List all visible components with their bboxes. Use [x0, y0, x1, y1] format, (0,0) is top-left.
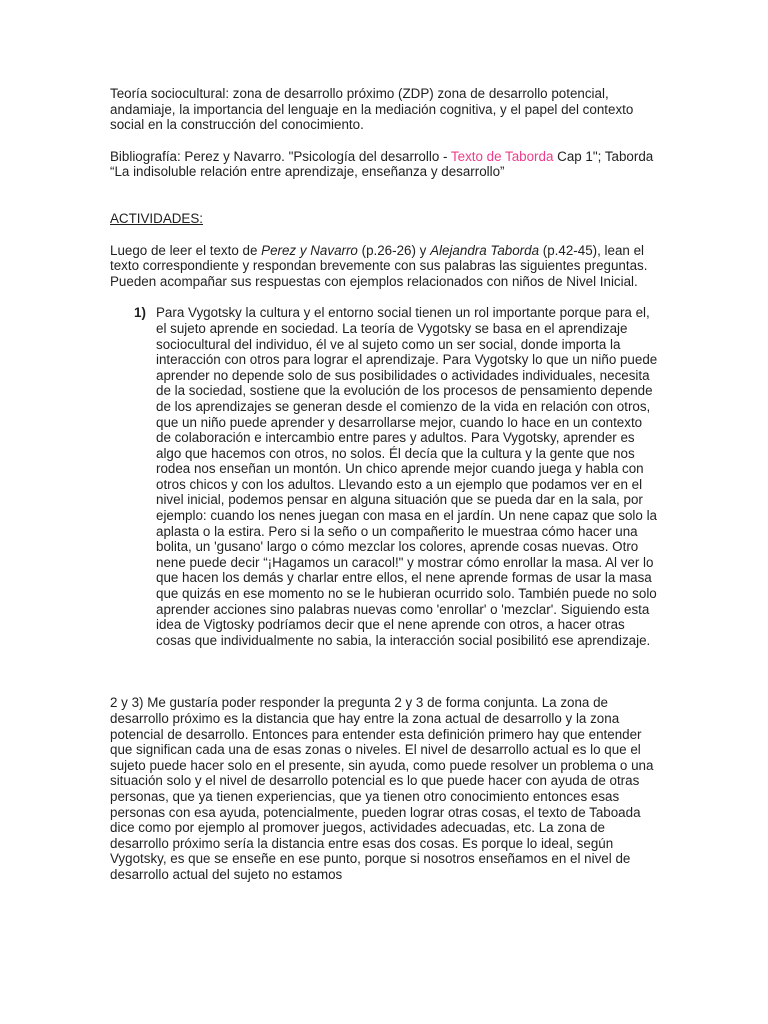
- instructions-italic-author1: Perez y Navarro: [261, 242, 358, 258]
- bibliography-prefix: Bibliografía: Perez y Navarro. "Psicología del desarrollo -: [110, 148, 451, 164]
- instructions-paragraph: [110, 243, 658, 290]
- spacer: [110, 648, 658, 695]
- activities-heading: ACTIVIDADES:: [110, 210, 204, 226]
- answer-1-text: Para Vygotsky la cultura y el entorno social tienen un rol importante porque para el, el sujeto aprende en sociedad. La teoría de Vygotsky se basa en el aprendizaje sociocultural del individuo, él ve al sujeto como un ser social, donde importa la interacción con otros para lograr el aprendizaje. Para Vygotsky lo que un niño puede aprender no depende solo de sus posibilidades o actividades individuales, necesita de la sociedad, sostiene que la evolución de los procesos de pensamiento depende de los aprendizajes se generan desde el comienzo de la vida en relación con otros, que un niño puede aprender y desarrollarse mejor, cuando lo hace en un contexto de colaboración e intercambio entre pares y adultos. Para Vygotsky, aprender es algo que hacemos con otros, no solos. Él decía que la cultura y la gente que nos rodea nos enseñan un montón. Un chico aprende mejor cuando juega y habla con otros chicos y con los adultos. Llevando esto a un ejemplo que podamos ver en el nivel inicial, podemos pensar en alguna situación que se pueda dar en la sala, por ejemplo: cuando los nenes juegan con masa en el jardín. Un nene capaz que solo la aplasta o la estira. Pero si la seño o un compañerito le muestraa cómo hacer una bolita, un 'gusano' largo o cómo mezclar los colores, aprende cosas nuevas. Otro nene puede decir “¡Hagamos un caracol!" y mostrar cómo enrollar la masa. Al ver lo que hacen los demás y charlar entre ellos, el nene aprende formas de usar la masa que quizás en ese momento no se le hubieran ocurrido solo. También puede no solo aprender acciones sino palabras nuevas como 'enrollar' o 'mezclar'. Siguiendo esta idea de Vigtosky podríamos decir que el nene aprende con otros, a hacer otras cosas que individualmente no sabia, la interacción social posibilitó ese aprendizaje.: [156, 305, 658, 648]
- instructions-part3: (p.42-45), lean el texto correspondiente y respondan brevemente con sus palabras las siguientes preguntas. Pueden acompañar sus respuestas con ejemplos relacionados con niños de Nivel Inicial.: [110, 242, 648, 289]
- document-page: [110, 86, 658, 883]
- instructions-part1: Luego de leer el texto de: [110, 242, 262, 258]
- answer-2-3-text: 2 y 3) Me gustaría poder responder la pregunta 2 y 3 de forma conjunta. La zona de desarrollo próximo es la distancia que hay entre la zona actual de desarrollo y la zona potencial de desarrollo. Entonces para entender esta definición primero hay que entender que significan cada una de esas zonas o niveles. El nivel de desarrollo actual es lo que el sujeto puede hacer solo en el presente, sin ayuda, como puede resolver un problema o una situación solo y el nivel de desarrollo potencial es lo que puede hacer con ayuda de otras personas, que ya tienen experiencias, que ya tienen otro conocimiento entonces esas personas con esa ayuda, potencialmente, pueden lograr otras cosas, el texto de Taboada dice como por ejemplo al promover juegos, actividades adecuadas, etc. La zona de desarrollo próximo sería la distancia entre esas dos cosas. Es porque lo ideal, según Vygotsky, es que se enseñe en ese punto, porque si nosotros enseñamos en el nivel de desarrollo actual del sujeto no estamos: [110, 695, 654, 882]
- answer-1-number: 1): [134, 305, 146, 321]
- intro-paragraph: Teoría sociocultural: zona de desarrollo próximo (ZDP) zona de desarrollo potencial, andamiaje, la importancia del lenguaje en la mediación cognitiva, y el papel del contexto social en la construcción del conocimiento.: [110, 86, 634, 133]
- bibliography-suffix: Cap 1"; Taborda “La indisoluble relación entre aprendizaje, enseñanza y desarrollo”: [110, 148, 654, 180]
- bibliography-paragraph: [110, 149, 658, 180]
- instructions-italic-author2: Alejandra Taborda: [430, 242, 540, 258]
- answer-1: [110, 305, 658, 648]
- bibliography-highlight: Texto de Taborda: [450, 148, 554, 164]
- instructions-part2: (p.26-26) y: [357, 242, 431, 258]
